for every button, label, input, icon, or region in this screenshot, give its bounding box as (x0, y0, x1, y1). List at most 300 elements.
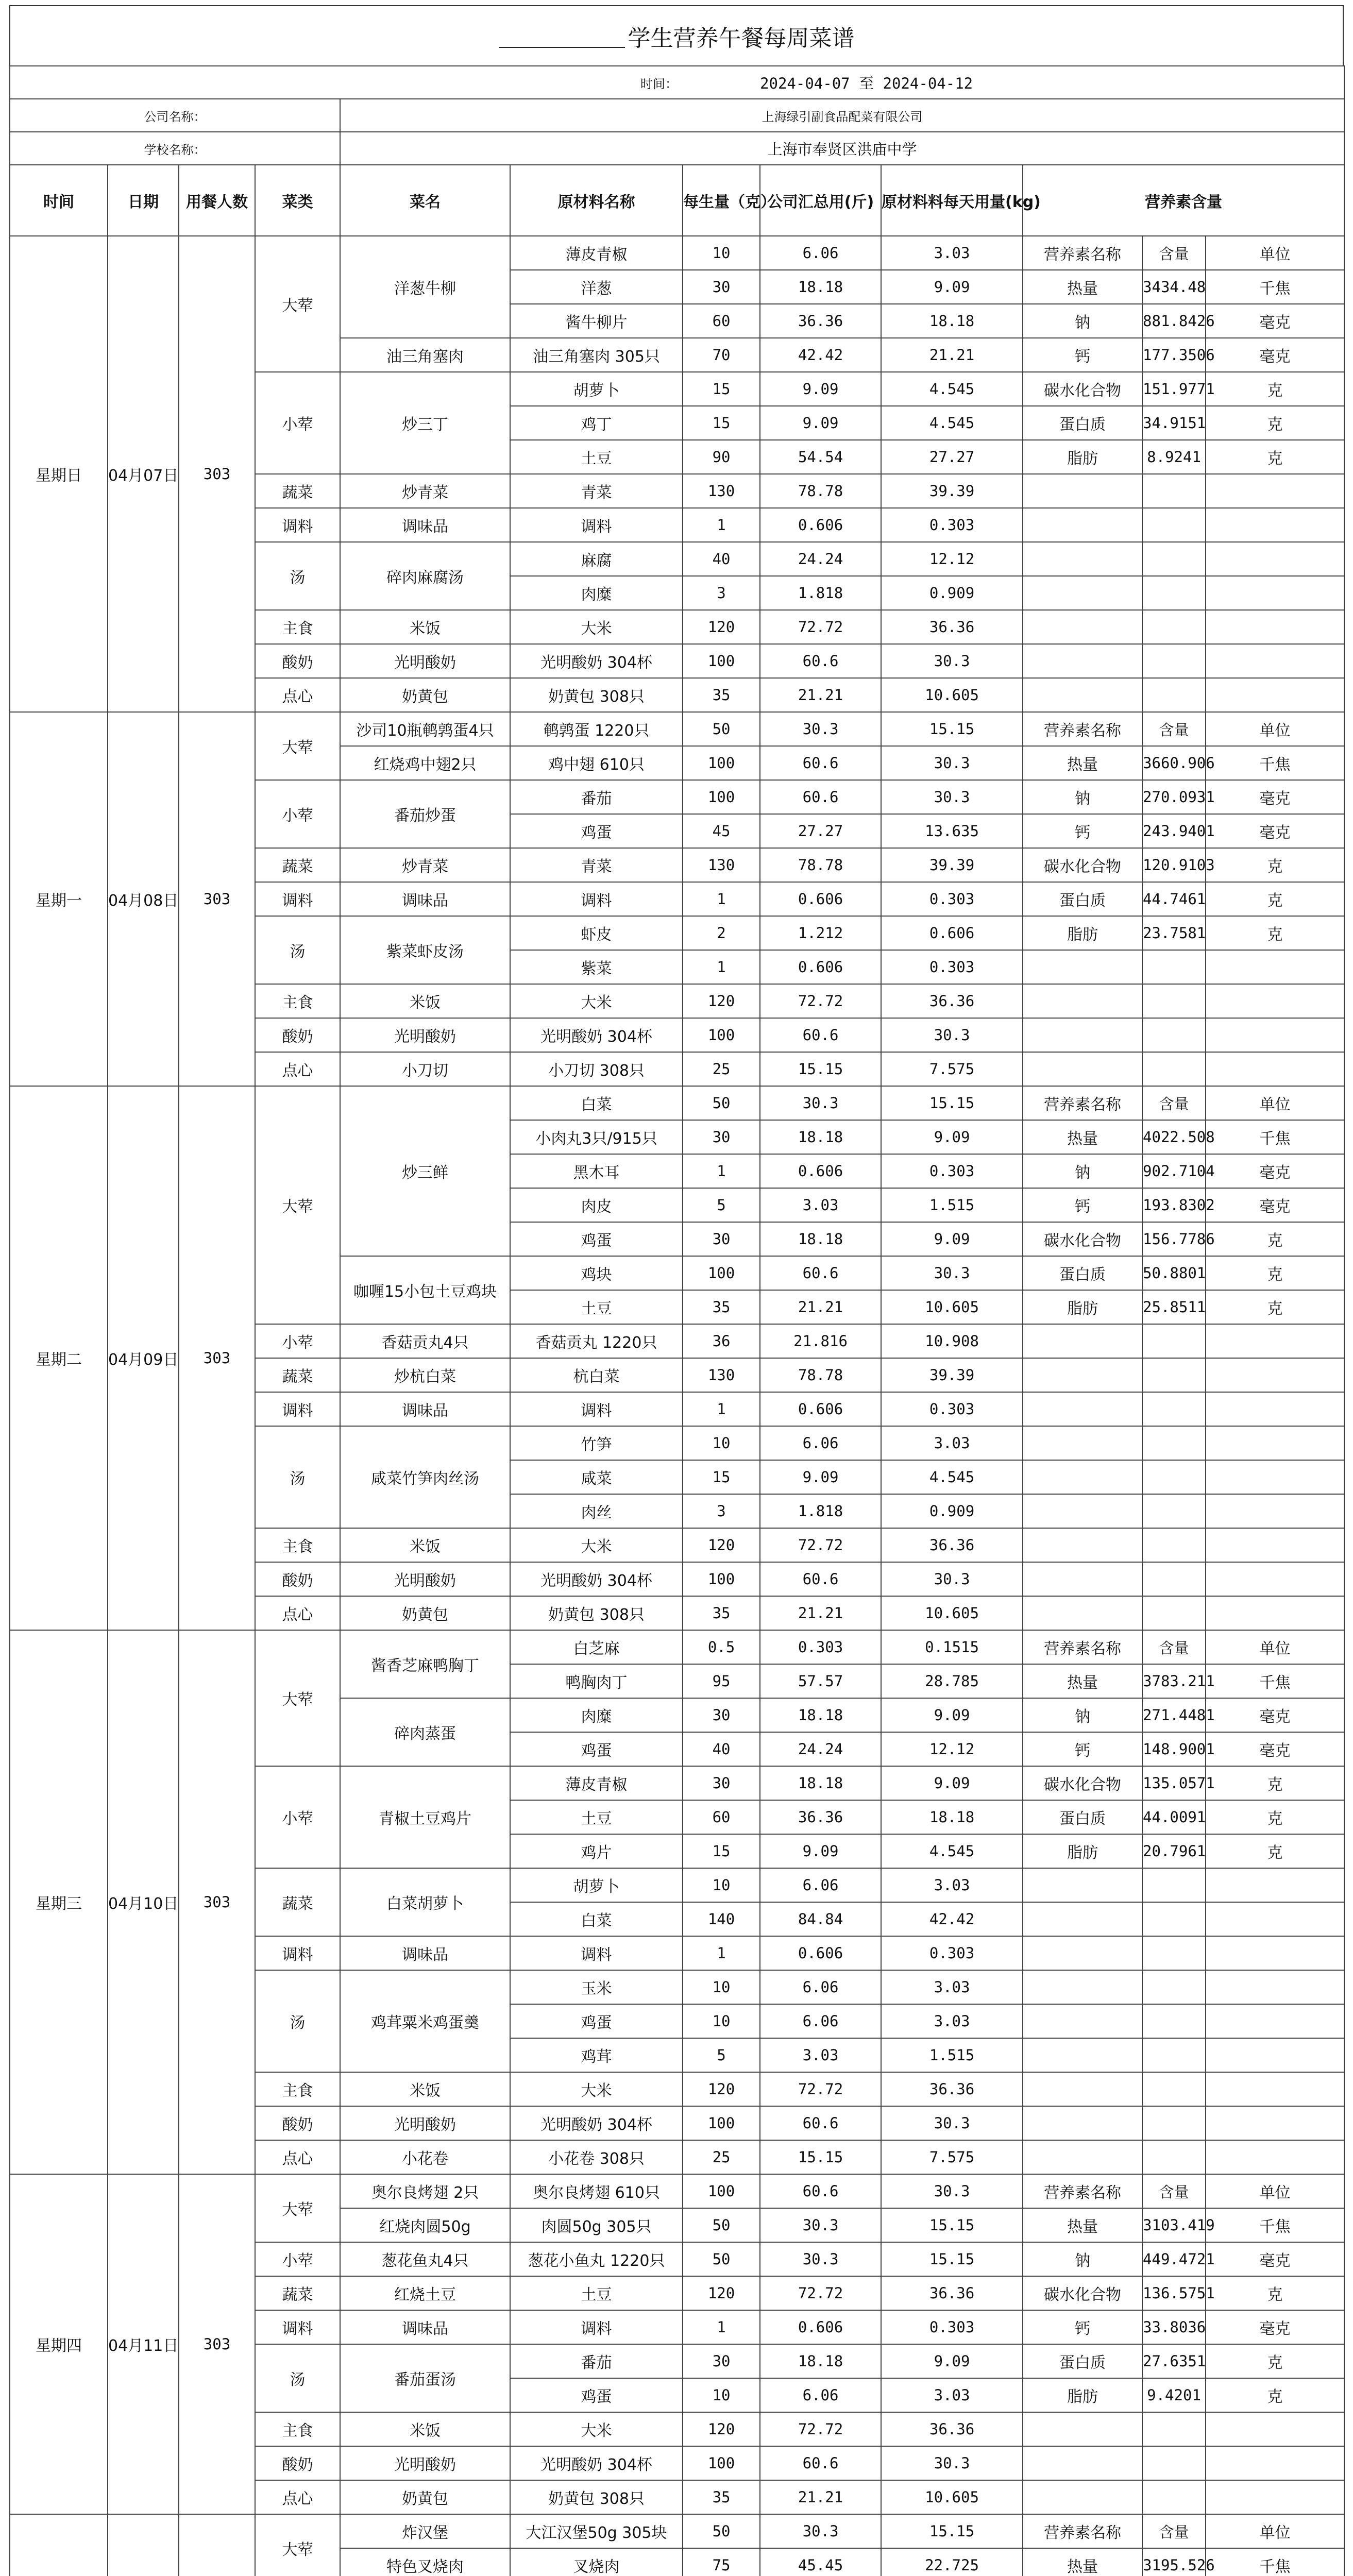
per-student-cell: 15 (683, 1834, 760, 1868)
nutrient-unit-cell: 毫克 (1206, 814, 1344, 848)
per-student-cell: 1 (683, 950, 760, 984)
daily-cell: 10.605 (881, 678, 1023, 712)
daily-cell: 9.09 (881, 1698, 1023, 1732)
nutrient-value-cell: 3660.906 (1142, 746, 1206, 780)
nutrient-name-cell: 热量 (1023, 1664, 1142, 1698)
dish-cell: 炒青菜 (340, 848, 510, 882)
per-student-cell: 30 (683, 270, 760, 304)
nutrient-unit-cell (1206, 542, 1344, 576)
dish-cell: 番茄炒蛋 (340, 780, 510, 848)
per-student-cell: 40 (683, 1732, 760, 1766)
category-cell: 大荤 (255, 236, 340, 372)
nutrient-unit-cell (1206, 2038, 1344, 2072)
nutrient-value-cell (1142, 610, 1206, 644)
nutrient-value-cell: 120.9103 (1142, 848, 1206, 882)
nutrient-name-cell (1023, 1052, 1142, 1086)
category-cell: 汤 (255, 542, 340, 610)
total-cell: 15.15 (760, 2140, 881, 2174)
nutrient-name-cell: 碳水化合物 (1023, 1766, 1142, 1800)
category-cell: 酸奶 (255, 1018, 340, 1052)
dish-cell: 碎肉麻腐汤 (340, 542, 510, 610)
ingredient-cell: 玉米 (510, 1970, 683, 2004)
category-cell: 大荤 (255, 2174, 340, 2242)
nutrient-name-cell (1023, 1596, 1142, 1630)
nutrient-unit-cell: 千焦 (1206, 1120, 1344, 1154)
ingredient-cell: 大米 (510, 2412, 683, 2446)
nutrient-value-cell: 含量 (1142, 1086, 1206, 1120)
total-cell: 18.18 (760, 2344, 881, 2378)
dish-cell: 米饭 (340, 1528, 510, 1562)
nutrient-unit-cell (1206, 950, 1344, 984)
daily-cell: 0.303 (881, 950, 1023, 984)
nutrient-value-cell (1142, 2038, 1206, 2072)
per-student-cell: 35 (683, 1596, 760, 1630)
ingredient-cell: 肉糜 (510, 1698, 683, 1732)
per-student-cell: 3 (683, 576, 760, 610)
total-cell: 30.3 (760, 2514, 881, 2548)
per-student-cell: 40 (683, 542, 760, 576)
category-cell: 大荤 (255, 1086, 340, 1324)
nutrient-name-cell: 脂肪 (1023, 440, 1142, 474)
per-student-cell: 120 (683, 2072, 760, 2106)
dish-cell: 小花卷 (340, 2140, 510, 2174)
nutrient-unit-cell: 单位 (1206, 712, 1344, 746)
per-student-cell: 95 (683, 1664, 760, 1698)
ingredient-cell: 胡萝卜 (510, 372, 683, 406)
per-student-cell: 2 (683, 916, 760, 950)
per-student-cell: 75 (683, 2548, 760, 2576)
daily-cell: 30.3 (881, 746, 1023, 780)
nutrient-name-cell: 营养素名称 (1023, 1086, 1142, 1120)
nutrient-unit-cell: 单位 (1206, 1086, 1344, 1120)
per-student-cell: 120 (683, 610, 760, 644)
nutrient-unit-cell: 克 (1206, 1222, 1344, 1256)
nutrient-unit-cell: 克 (1206, 916, 1344, 950)
total-cell: 27.27 (760, 814, 881, 848)
nutrient-name-cell (1023, 2446, 1142, 2480)
nutrient-unit-cell: 千焦 (1206, 270, 1344, 304)
daily-cell: 39.39 (881, 848, 1023, 882)
per-student-cell: 50 (683, 2514, 760, 2548)
nutrient-value-cell: 902.7104 (1142, 1154, 1206, 1188)
per-student-cell: 15 (683, 406, 760, 440)
total-cell: 0.606 (760, 508, 881, 542)
ingredient-cell: 鸡中翅 610只 (510, 746, 683, 780)
nutrient-unit-cell: 克 (1206, 1290, 1344, 1324)
total-cell: 21.21 (760, 2480, 881, 2514)
daily-cell: 10.908 (881, 1324, 1023, 1358)
nutrient-unit-cell (1206, 678, 1344, 712)
total-cell: 0.606 (760, 1392, 881, 1426)
nutrient-name-cell (1023, 2106, 1142, 2140)
nutrient-value-cell: 含量 (1142, 236, 1206, 270)
dish-cell: 光明酸奶 (340, 1018, 510, 1052)
ingredient-cell: 洋葱 (510, 270, 683, 304)
nutrient-name-cell: 碳水化合物 (1023, 2276, 1142, 2310)
total-cell: 3.03 (760, 1188, 881, 1222)
ingredient-cell: 黑木耳 (510, 1154, 683, 1188)
nutrient-unit-cell: 毫克 (1206, 1188, 1344, 1222)
nutrient-value-cell: 881.8426 (1142, 304, 1206, 338)
header-per-student: 每生量（克） (683, 165, 760, 236)
nutrient-name-cell: 碳水化合物 (1023, 848, 1142, 882)
per-student-cell: 50 (683, 1086, 760, 1120)
nutrient-name-cell (1023, 542, 1142, 576)
total-cell: 6.06 (760, 1426, 881, 1460)
diners-cell: 303 (179, 712, 255, 1086)
nutrient-name-cell (1023, 2004, 1142, 2038)
title-blank-line (499, 24, 625, 48)
daily-cell: 12.12 (881, 542, 1023, 576)
nutrient-unit-cell: 克 (1206, 848, 1344, 882)
ingredient-cell: 奥尔良烤翅 610只 (510, 2174, 683, 2208)
total-cell: 1.212 (760, 916, 881, 950)
ingredient-cell: 竹笋 (510, 1426, 683, 1460)
ingredient-cell: 白菜 (510, 1902, 683, 1936)
dish-cell: 调味品 (340, 882, 510, 916)
per-student-cell: 1 (683, 1154, 760, 1188)
daily-cell: 39.39 (881, 474, 1023, 508)
total-cell: 30.3 (760, 712, 881, 746)
total-cell: 21.816 (760, 1324, 881, 1358)
per-student-cell: 50 (683, 2242, 760, 2276)
daily-cell: 39.39 (881, 1358, 1023, 1392)
nutrient-value-cell (1142, 1324, 1206, 1358)
daily-cell: 1.515 (881, 2038, 1023, 2072)
nutrient-name-cell (1023, 1528, 1142, 1562)
nutrient-name-cell: 蛋白质 (1023, 1800, 1142, 1834)
category-cell: 蔬菜 (255, 1358, 340, 1392)
total-cell: 72.72 (760, 984, 881, 1018)
dish-cell: 红烧土豆 (340, 2276, 510, 2310)
nutrient-unit-cell (1206, 1936, 1344, 1970)
nutrient-name-cell (1023, 2412, 1142, 2446)
category-cell: 蔬菜 (255, 1868, 340, 1936)
per-student-cell: 1 (683, 882, 760, 916)
nutrient-unit-cell (1206, 2072, 1344, 2106)
ingredient-cell: 酱牛柳片 (510, 304, 683, 338)
dish-cell: 奶黄包 (340, 1596, 510, 1630)
table-row (10, 712, 1344, 746)
ingredient-cell: 光明酸奶 304杯 (510, 2106, 683, 2140)
daily-cell: 10.605 (881, 1596, 1023, 1630)
total-cell: 9.09 (760, 1460, 881, 1494)
nutrient-name-cell: 营养素名称 (1023, 2174, 1142, 2208)
nutrient-value-cell (1142, 2072, 1206, 2106)
category-cell: 调料 (255, 882, 340, 916)
total-cell: 0.606 (760, 882, 881, 916)
daily-cell: 0.303 (881, 1392, 1023, 1426)
nutrient-value-cell: 33.8036 (1142, 2310, 1206, 2344)
ingredient-cell: 香菇贡丸 1220只 (510, 1324, 683, 1358)
dish-cell: 白菜胡萝卜 (340, 1868, 510, 1936)
per-student-cell: 100 (683, 2174, 760, 2208)
ingredient-cell: 大米 (510, 1528, 683, 1562)
ingredient-cell: 土豆 (510, 440, 683, 474)
total-cell: 60.6 (760, 1256, 881, 1290)
daily-cell: 30.3 (881, 2174, 1023, 2208)
daily-cell: 30.3 (881, 2106, 1023, 2140)
ingredient-cell: 胡萝卜 (510, 1868, 683, 1902)
dish-cell: 香菇贡丸4只 (340, 1324, 510, 1358)
per-student-cell: 10 (683, 1868, 760, 1902)
dish-cell: 青椒土豆鸡片 (340, 1766, 510, 1868)
total-cell: 9.09 (760, 406, 881, 440)
table-row (10, 2514, 1344, 2548)
category-cell: 小荤 (255, 780, 340, 848)
nutrient-unit-cell (1206, 1426, 1344, 1460)
nutrient-unit-cell: 毫克 (1206, 2242, 1344, 2276)
dish-cell: 光明酸奶 (340, 2106, 510, 2140)
ingredient-cell: 小肉丸3只/915只 (510, 1120, 683, 1154)
total-cell: 78.78 (760, 474, 881, 508)
daily-cell: 3.03 (881, 2004, 1023, 2038)
daily-cell: 4.545 (881, 1460, 1023, 1494)
nutrient-name-cell: 营养素名称 (1023, 236, 1142, 270)
total-cell: 6.06 (760, 2004, 881, 2038)
per-student-cell: 35 (683, 2480, 760, 2514)
per-student-cell: 100 (683, 2106, 760, 2140)
nutrient-name-cell: 钠 (1023, 2242, 1142, 2276)
nutrient-value-cell: 3103.419 (1142, 2208, 1206, 2242)
nutrient-name-cell: 钙 (1023, 1188, 1142, 1222)
total-cell: 72.72 (760, 2276, 881, 2310)
ingredient-cell: 大江汉堡50g 305块 (510, 2514, 683, 2548)
dish-cell: 炒三丁 (340, 372, 510, 474)
ingredient-cell: 鸡蛋 (510, 2004, 683, 2038)
total-cell: 60.6 (760, 1562, 881, 1596)
dish-cell: 米饭 (340, 984, 510, 1018)
dish-cell: 特色叉烧肉 (340, 2548, 510, 2576)
per-student-cell: 3 (683, 1494, 760, 1528)
nutrient-name-cell (1023, 1358, 1142, 1392)
ingredient-cell: 青菜 (510, 474, 683, 508)
dish-cell: 米饭 (340, 2072, 510, 2106)
company-label: 公司名称： (10, 99, 340, 132)
header-date: 日期 (108, 165, 179, 236)
total-cell: 0.606 (760, 1154, 881, 1188)
nutrient-name-cell (1023, 1324, 1142, 1358)
header-total: 公司汇总用(斤) (760, 165, 881, 236)
daily-cell: 0.606 (881, 916, 1023, 950)
nutrient-name-cell: 营养素名称 (1023, 1630, 1142, 1664)
nutrient-unit-cell (1206, 1018, 1344, 1052)
total-cell: 45.45 (760, 2548, 881, 2576)
nutrient-value-cell (1142, 2140, 1206, 2174)
nutrient-value-cell (1142, 2446, 1206, 2480)
ingredient-cell: 小花卷 308只 (510, 2140, 683, 2174)
nutrient-name-cell: 钙 (1023, 2310, 1142, 2344)
category-cell: 汤 (255, 916, 340, 984)
nutrient-value-cell: 156.7786 (1142, 1222, 1206, 1256)
total-cell: 72.72 (760, 2072, 881, 2106)
category-cell: 小荤 (255, 1766, 340, 1868)
nutrient-value-cell (1142, 1358, 1206, 1392)
nutrient-name-cell (1023, 1494, 1142, 1528)
ingredient-cell: 土豆 (510, 1800, 683, 1834)
nutrient-name-cell (1023, 1868, 1142, 1902)
ingredient-cell: 鸭胸肉丁 (510, 1664, 683, 1698)
nutrient-name-cell (1023, 1902, 1142, 1936)
nutrient-name-cell: 蛋白质 (1023, 406, 1142, 440)
dish-cell: 红烧肉圆50g (340, 2208, 510, 2242)
nutrient-name-cell (1023, 2140, 1142, 2174)
total-cell: 1.818 (760, 576, 881, 610)
nutrient-unit-cell: 千焦 (1206, 746, 1344, 780)
daily-cell: 9.09 (881, 270, 1023, 304)
category-cell: 主食 (255, 984, 340, 1018)
nutrient-unit-cell (1206, 984, 1344, 1018)
nutrient-name-cell (1023, 474, 1142, 508)
per-student-cell: 10 (683, 1426, 760, 1460)
per-student-cell: 100 (683, 780, 760, 814)
category-cell: 大荤 (255, 2514, 340, 2576)
per-student-cell: 60 (683, 304, 760, 338)
nutrient-value-cell (1142, 576, 1206, 610)
per-student-cell: 120 (683, 2412, 760, 2446)
nutrient-unit-cell: 毫克 (1206, 1154, 1344, 1188)
nutrient-unit-cell (1206, 610, 1344, 644)
nutrient-value-cell: 135.0571 (1142, 1766, 1206, 1800)
category-cell: 大荤 (255, 1630, 340, 1766)
nutrient-unit-cell (1206, 474, 1344, 508)
diners-cell: 303 (179, 1086, 255, 1630)
title-text: 学生营养午餐每周菜谱 (628, 25, 855, 52)
total-cell: 30.3 (760, 2208, 881, 2242)
ingredient-cell: 鸡蛋 (510, 814, 683, 848)
daily-cell: 22.725 (881, 2548, 1023, 2576)
daily-cell: 36.36 (881, 2072, 1023, 2106)
total-cell: 21.21 (760, 1290, 881, 1324)
nutrient-unit-cell: 克 (1206, 372, 1344, 406)
dish-cell: 炒三鲜 (340, 1086, 510, 1256)
ingredient-cell: 光明酸奶 304杯 (510, 2446, 683, 2480)
ingredient-cell: 番茄 (510, 2344, 683, 2378)
daily-cell: 9.09 (881, 1766, 1023, 1800)
per-student-cell: 25 (683, 1052, 760, 1086)
nutrient-value-cell: 449.4721 (1142, 2242, 1206, 2276)
nutrient-unit-cell (1206, 2446, 1344, 2480)
ingredient-cell: 鸡茸 (510, 2038, 683, 2072)
daily-cell: 30.3 (881, 780, 1023, 814)
dish-cell: 炒青菜 (340, 474, 510, 508)
nutrient-name-cell: 脂肪 (1023, 1834, 1142, 1868)
nutrient-name-cell: 钠 (1023, 304, 1142, 338)
nutrient-name-cell (1023, 950, 1142, 984)
nutrient-name-cell: 钠 (1023, 780, 1142, 814)
nutrient-value-cell: 243.9401 (1142, 814, 1206, 848)
ingredient-cell: 油三角塞肉 305只 (510, 338, 683, 372)
nutrient-name-cell: 热量 (1023, 2208, 1142, 2242)
per-student-cell: 130 (683, 1358, 760, 1392)
daily-cell: 4.545 (881, 406, 1023, 440)
ingredient-cell: 调料 (510, 2310, 683, 2344)
table-row (10, 1630, 1344, 1664)
total-cell: 78.78 (760, 1358, 881, 1392)
daily-cell: 28.785 (881, 1664, 1023, 1698)
total-cell: 57.57 (760, 1664, 881, 1698)
nutrient-unit-cell: 千焦 (1206, 1664, 1344, 1698)
nutrient-value-cell (1142, 1868, 1206, 1902)
daily-cell: 18.18 (881, 304, 1023, 338)
per-student-cell: 100 (683, 1018, 760, 1052)
school-name: 上海市奉贤区洪庙中学 (340, 132, 1344, 165)
nutrient-unit-cell: 千焦 (1206, 2208, 1344, 2242)
category-cell: 小荤 (255, 372, 340, 474)
daily-cell: 7.575 (881, 1052, 1023, 1086)
ingredient-cell: 调料 (510, 508, 683, 542)
per-student-cell: 25 (683, 2140, 760, 2174)
nutrient-unit-cell: 单位 (1206, 1630, 1344, 1664)
nutrient-value-cell: 271.4481 (1142, 1698, 1206, 1732)
company-row (10, 99, 1344, 132)
header-row (10, 165, 1344, 236)
ingredient-cell: 奶黄包 308只 (510, 678, 683, 712)
total-cell: 0.606 (760, 1936, 881, 1970)
total-cell: 78.78 (760, 848, 881, 882)
nutrient-value-cell (1142, 678, 1206, 712)
daily-cell: 36.36 (881, 1528, 1023, 1562)
nutrient-name-cell: 钙 (1023, 1732, 1142, 1766)
nutrient-name-cell (1023, 610, 1142, 644)
nutrient-value-cell: 193.8302 (1142, 1188, 1206, 1222)
table-row (10, 236, 1344, 270)
total-cell: 60.6 (760, 746, 881, 780)
nutrient-value-cell: 44.7461 (1142, 882, 1206, 916)
daily-cell: 10.605 (881, 2480, 1023, 2514)
category-cell: 主食 (255, 2412, 340, 2446)
menu-table (9, 65, 1345, 2576)
daily-cell: 7.575 (881, 2140, 1023, 2174)
daily-cell: 0.303 (881, 1154, 1023, 1188)
per-student-cell: 100 (683, 746, 760, 780)
ingredient-cell: 鸡蛋 (510, 2378, 683, 2412)
per-student-cell: 35 (683, 1290, 760, 1324)
per-student-cell: 90 (683, 440, 760, 474)
per-student-cell: 30 (683, 2344, 760, 2378)
header-weekday: 时间 (10, 165, 108, 236)
nutrient-value-cell: 148.9001 (1142, 1732, 1206, 1766)
nutrient-value-cell (1142, 1528, 1206, 1562)
ingredient-cell: 葱花小鱼丸 1220只 (510, 2242, 683, 2276)
nutrient-name-cell (1023, 2480, 1142, 2514)
nutrient-value-cell (1142, 950, 1206, 984)
ingredient-cell: 肉糜 (510, 576, 683, 610)
ingredient-cell: 光明酸奶 304杯 (510, 1562, 683, 1596)
total-cell: 6.06 (760, 1970, 881, 2004)
category-cell: 点心 (255, 1052, 340, 1086)
total-cell: 60.6 (760, 2106, 881, 2140)
ingredient-cell: 肉圆50g 305只 (510, 2208, 683, 2242)
per-student-cell: 45 (683, 814, 760, 848)
time-range: 2024-04-07 至 2024-04-12 (683, 66, 1344, 99)
nutrient-unit-cell (1206, 508, 1344, 542)
per-student-cell: 1 (683, 1392, 760, 1426)
nutrient-name-cell (1023, 1392, 1142, 1426)
category-cell: 小荤 (255, 2242, 340, 2276)
nutrient-value-cell: 50.8801 (1142, 1256, 1206, 1290)
nutrient-name-cell (1023, 644, 1142, 678)
daily-cell: 12.12 (881, 1732, 1023, 1766)
category-cell: 蔬菜 (255, 2276, 340, 2310)
total-cell: 54.54 (760, 440, 881, 474)
category-cell: 调料 (255, 2310, 340, 2344)
header-daily: 原材料料每天用量(kg) (881, 165, 1023, 236)
daily-cell: 15.15 (881, 2242, 1023, 2276)
daily-cell: 0.303 (881, 882, 1023, 916)
category-cell: 汤 (255, 2344, 340, 2412)
dish-cell: 米饭 (340, 2412, 510, 2446)
